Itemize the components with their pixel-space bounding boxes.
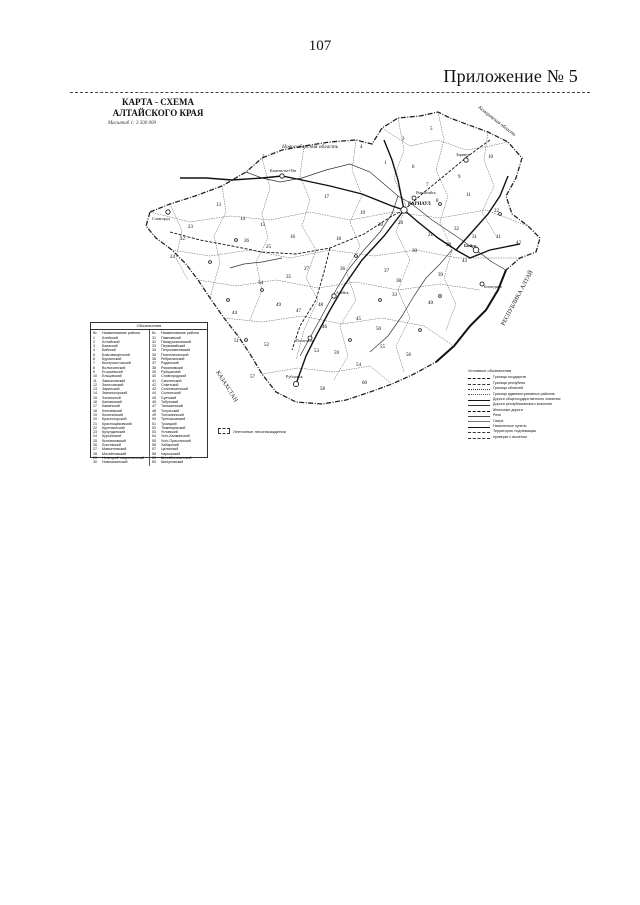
district-legend-name: Ребрихинский bbox=[161, 357, 185, 362]
district-legend-number: 35 bbox=[152, 352, 156, 357]
district-legend-name: Солтонский bbox=[161, 391, 181, 396]
district-number: 53 bbox=[314, 349, 319, 354]
legend-line-symbol bbox=[468, 376, 490, 380]
district-legend-name: Топчихинский bbox=[161, 412, 184, 417]
district-number: 18 bbox=[336, 237, 341, 242]
district-legend-name: Целинный bbox=[161, 447, 179, 452]
district-legend-name: Быстроистокский bbox=[102, 361, 131, 366]
biysk-marker bbox=[473, 247, 479, 253]
district-number: 46 bbox=[322, 325, 327, 330]
symbols-legend-label: Граница областей bbox=[493, 386, 524, 391]
forest-strip-note bbox=[218, 428, 286, 434]
railways bbox=[170, 140, 490, 350]
district-number: 16 bbox=[290, 235, 295, 240]
kamen-marker bbox=[280, 174, 284, 178]
district-number: 51 bbox=[234, 339, 239, 344]
symbols-legend-label: Граница административных районов bbox=[493, 391, 555, 396]
district-legend-name: Родинский bbox=[161, 361, 179, 366]
district-legend-number: 42 bbox=[152, 382, 156, 387]
district-number: 15 bbox=[260, 223, 265, 228]
symbols-legend-label: проверке с вылетом bbox=[493, 434, 527, 439]
district-legend-number: 28 bbox=[93, 451, 97, 456]
symbols-legend-label: Граница государств bbox=[493, 375, 526, 380]
district-legend-number: 38 bbox=[152, 365, 156, 370]
district-number: 6 bbox=[412, 165, 415, 170]
district-number: 34 bbox=[258, 281, 263, 286]
kazakhstan-label: КАЗАХСТАН bbox=[214, 369, 239, 404]
novoaltaysk-marker bbox=[412, 196, 416, 200]
district-number: 57 bbox=[250, 375, 255, 380]
symbols-legend bbox=[468, 368, 564, 440]
district-legend-row bbox=[152, 460, 205, 464]
novosibirsk-label: Новосибирская область bbox=[282, 144, 339, 150]
district-legend-name: Краснощёковский bbox=[102, 421, 132, 426]
legend-line-symbol bbox=[468, 382, 490, 386]
district-numbers bbox=[170, 127, 522, 392]
district-number: 59 bbox=[334, 351, 339, 356]
symbols-legend-label: Реки bbox=[493, 413, 501, 418]
district-legend-number: 37 bbox=[152, 361, 156, 366]
district-legend bbox=[90, 322, 208, 465]
legend-line-symbol bbox=[468, 398, 490, 402]
district-legend-name: Егорьевский bbox=[102, 369, 123, 374]
district-legend-number: 19 bbox=[93, 412, 97, 417]
district-legend-number: 2 bbox=[93, 339, 95, 344]
district-legend-number: 4 bbox=[93, 348, 95, 353]
district-legend-number: 10 bbox=[93, 374, 97, 379]
district-legend-number: 7 bbox=[93, 361, 95, 366]
district-legend-number: 16 bbox=[93, 400, 97, 405]
district-legend-number: 41 bbox=[152, 378, 156, 383]
district-legend-name: Калманский bbox=[102, 400, 123, 405]
district-legend-name: Чарышский bbox=[161, 451, 181, 456]
district-legend-number: 55 bbox=[152, 438, 156, 443]
district-number: 31 bbox=[472, 235, 477, 240]
district-legend-number: 8 bbox=[93, 365, 95, 370]
district-legend-col-right bbox=[149, 330, 207, 465]
district-number: 11 bbox=[466, 193, 471, 198]
district-legend-name: Тюменцевский bbox=[161, 425, 186, 430]
district-legend-name: Благовещенский bbox=[102, 352, 130, 357]
district-legend-name: Троицкий bbox=[161, 421, 177, 426]
district-legend-name: Третьяковский bbox=[161, 417, 186, 422]
district-legend-number: 52 bbox=[152, 425, 156, 430]
district-legend-number: 27 bbox=[93, 447, 97, 452]
district-legend-name: Суетский bbox=[161, 395, 177, 400]
zarinsk-label: Заринск bbox=[456, 152, 470, 157]
district-legend-name: Ключевский bbox=[102, 408, 122, 413]
district-legend-name: Романовский bbox=[161, 365, 183, 370]
district-number: 44 bbox=[232, 311, 237, 316]
legend-line-symbol bbox=[468, 414, 490, 418]
kemerovo-label: Кемеровская область bbox=[476, 105, 517, 138]
symbols-legend-label: Дороги общегосударственного значения bbox=[493, 397, 561, 402]
district-number: 30 bbox=[412, 249, 417, 254]
district-number: 1 bbox=[384, 161, 387, 166]
district-legend-number: 5 bbox=[93, 352, 95, 357]
district-number: 56 bbox=[406, 353, 411, 358]
district-legend-number: 9 bbox=[93, 369, 95, 374]
district-number: 20 bbox=[378, 223, 383, 228]
district-number: 32 bbox=[454, 227, 459, 232]
district-legend-name: Рубцовский bbox=[161, 369, 181, 374]
district-legend-name: Каменский bbox=[102, 404, 120, 409]
rubtsovsk-marker bbox=[293, 381, 298, 386]
symbols-legend-label: Населенные пункты bbox=[493, 424, 527, 429]
district-number: 29 bbox=[446, 243, 451, 248]
symbols-legend-label: Дороги республиканского значения bbox=[493, 402, 552, 407]
district-number: 52 bbox=[264, 343, 269, 348]
district-legend-name: Шелаболихинский bbox=[161, 455, 192, 460]
district-legend-number: 60 bbox=[152, 460, 156, 465]
district-legend-number: 53 bbox=[152, 430, 156, 435]
district-number: 50 bbox=[376, 327, 381, 332]
district-legend-name: Бурлинский bbox=[102, 357, 122, 362]
district-legend-number: 50 bbox=[152, 417, 156, 422]
district-legend-number: 34 bbox=[152, 348, 156, 353]
kamen-label: Камень-на-Оби bbox=[270, 168, 297, 173]
district-number: 3 bbox=[402, 137, 405, 142]
symbols-legend-label: Железные дороги bbox=[493, 407, 523, 412]
district-number: 8 bbox=[436, 199, 439, 204]
district-legend-name: Табунский bbox=[161, 400, 179, 405]
district-legend-number: 54 bbox=[152, 434, 156, 439]
district-legend-name: Усть-Пристанский bbox=[161, 438, 191, 443]
district-number: 13 bbox=[216, 203, 221, 208]
legend-line-symbol bbox=[468, 436, 490, 440]
slavgorod-label: Славгород bbox=[152, 216, 170, 221]
district-legend-name: Зональный bbox=[102, 395, 121, 400]
district-legend-row bbox=[93, 460, 147, 464]
district-legend-name: Немецкий национальный bbox=[102, 455, 145, 460]
district-legend-name: Бийский bbox=[102, 348, 116, 353]
district-legend-name: Алейский bbox=[102, 335, 118, 340]
district-legend-number: 59 bbox=[152, 455, 156, 460]
district-legend-col-header: № Наименование района bbox=[152, 331, 199, 336]
district-number: 28 bbox=[398, 221, 403, 226]
district-legend-name: Залесовский bbox=[102, 382, 124, 387]
district-legend-number: 11 bbox=[93, 378, 97, 383]
map-title-line2: АЛТАЙСКОГО КРАЯ bbox=[112, 108, 204, 118]
district-number: 5 bbox=[430, 127, 433, 132]
barnaul-label: БАРНАУЛ bbox=[408, 202, 431, 207]
district-legend-name: Тальменский bbox=[161, 404, 183, 409]
district-number: 47 bbox=[296, 309, 301, 314]
district-number: 35 bbox=[286, 275, 291, 280]
district-legend-name: Поспелихинский bbox=[161, 352, 189, 357]
district-number: 14 bbox=[240, 217, 245, 222]
district-legend-name: Красногорский bbox=[102, 417, 127, 422]
district-number: 49 bbox=[276, 303, 281, 308]
legend-line-symbol bbox=[468, 387, 490, 391]
district-legend-col-header: № Наименование района bbox=[93, 331, 140, 336]
district-legend-name: Волчихинский bbox=[102, 365, 126, 370]
district-legend-name: Тогульский bbox=[161, 408, 180, 413]
district-number: 39 bbox=[438, 273, 443, 278]
district-legend-name: Ельцовский bbox=[102, 374, 122, 379]
district-legend-number: 31 bbox=[152, 335, 156, 340]
district-number: 43 bbox=[462, 259, 467, 264]
district-legend-number: 3 bbox=[93, 344, 95, 349]
district-legend-number: 29 bbox=[93, 455, 97, 460]
district-number: 24 bbox=[170, 255, 175, 260]
district-number: 12 bbox=[180, 237, 185, 242]
page-number: 107 bbox=[308, 38, 332, 54]
district-number: 23 bbox=[188, 225, 193, 230]
district-legend-number: 26 bbox=[93, 443, 97, 448]
district-number: 42 bbox=[516, 241, 521, 246]
symbols-legend-label: Озера bbox=[493, 418, 504, 423]
district-number: 25 bbox=[266, 245, 271, 250]
district-legend-number: 33 bbox=[152, 344, 156, 349]
district-number: 37 bbox=[384, 269, 389, 274]
district-number: 26 bbox=[244, 239, 249, 244]
district-number: 4 bbox=[360, 145, 363, 150]
district-legend-number: 39 bbox=[152, 369, 156, 374]
district-legend-number: 21 bbox=[93, 421, 97, 426]
district-legend-name: Кытмановский bbox=[102, 438, 127, 443]
district-legend-name: Михайловский bbox=[102, 451, 127, 456]
district-number: 48 bbox=[318, 303, 323, 308]
district-legend-number: 45 bbox=[152, 395, 156, 400]
symbols-legend-header: Условные обозначения bbox=[468, 368, 512, 373]
district-legend-name: Петропавловский bbox=[161, 348, 191, 353]
district-legend-number: 24 bbox=[93, 434, 97, 439]
district-legend-name: Мамонтовский bbox=[102, 447, 127, 452]
symbols-legend-row bbox=[468, 435, 564, 440]
zarinsk-marker bbox=[464, 158, 468, 162]
district-legend-number: 44 bbox=[152, 391, 156, 396]
district-number: 27 bbox=[304, 267, 309, 272]
district-legend-name: Кулундинский bbox=[102, 430, 126, 435]
district-legend-number: 43 bbox=[152, 387, 156, 392]
district-number: 41 bbox=[496, 235, 501, 240]
district-number: 45 bbox=[356, 317, 361, 322]
symbols-legend-label: Граница республик bbox=[493, 380, 525, 385]
district-number: 33 bbox=[392, 293, 397, 298]
district-legend-number: 30 bbox=[93, 460, 97, 465]
district-legend-name: Завьяловский bbox=[102, 378, 126, 383]
legend-line-symbol bbox=[468, 425, 490, 429]
district-legend-number: 46 bbox=[152, 400, 156, 405]
biysk-label: Бийск bbox=[464, 243, 477, 248]
district-number: 17 bbox=[324, 195, 329, 200]
district-legend-name: Шипуновский bbox=[161, 460, 184, 465]
district-legend-number: 48 bbox=[152, 408, 156, 413]
district-legend-col-left bbox=[91, 330, 149, 465]
district-legend-number: 22 bbox=[93, 425, 97, 430]
district-legend-name: Хабарский bbox=[161, 443, 179, 448]
rubtsovsk-label: Рубцовск bbox=[286, 374, 303, 379]
district-number: 36 bbox=[340, 267, 345, 272]
district-legend-name: Первомайский bbox=[161, 344, 186, 349]
district-number: 58 bbox=[320, 387, 325, 392]
district-legend-number: 17 bbox=[93, 404, 97, 409]
district-legend-name: Панкрушихинский bbox=[161, 339, 191, 344]
district-legend-name: Солонешенский bbox=[161, 387, 188, 392]
district-legend-number: 25 bbox=[93, 438, 97, 443]
district-number: 55 bbox=[380, 345, 385, 350]
legend-line-symbol bbox=[468, 403, 490, 407]
pospelikha-label: Поспелиха bbox=[296, 339, 313, 343]
symbols-legend-label: Территория, подлежащая bbox=[493, 429, 536, 434]
district-legend-name: Советский bbox=[161, 382, 179, 387]
district-legend-number: 1 bbox=[93, 335, 95, 340]
district-legend-number: 49 bbox=[152, 412, 156, 417]
forest-strip-label: Ленточные лесонасаждения bbox=[233, 428, 286, 434]
district-legend-number: 23 bbox=[93, 430, 97, 435]
district-number: 21 bbox=[428, 233, 433, 238]
appendix-heading: Приложение № 5 bbox=[443, 66, 578, 86]
district-number: 10 bbox=[488, 155, 493, 160]
district-legend-name: Локтевский bbox=[102, 443, 121, 448]
district-legend-name: Новичихинский bbox=[102, 460, 128, 465]
district-legend-number: 51 bbox=[152, 421, 156, 426]
map-title-line1: КАРТА - СХЕМА bbox=[122, 97, 194, 107]
district-legend-name: Угловский bbox=[161, 430, 178, 435]
district-number: 40 bbox=[428, 301, 433, 306]
forest-strip-swatch bbox=[218, 428, 230, 434]
legend-line-symbol bbox=[468, 419, 490, 423]
altai-republic-label: РЕСПУБЛИКА АЛТАЙ bbox=[500, 269, 535, 327]
district-legend-name: Баевский bbox=[102, 344, 118, 349]
district-legend-name: Заринский bbox=[102, 387, 120, 392]
belokurikha-label: Белокуриха bbox=[484, 285, 502, 289]
legend-line-symbol bbox=[468, 409, 490, 413]
district-legend-number: 56 bbox=[152, 443, 156, 448]
district-legend-number: 58 bbox=[152, 451, 156, 456]
district-number: 22 bbox=[494, 209, 499, 214]
district-number: 19 bbox=[360, 211, 365, 216]
district-number: 54 bbox=[356, 363, 361, 368]
district-legend-number: 32 bbox=[152, 339, 156, 344]
district-legend-name: Крутихинский bbox=[102, 425, 125, 430]
district-number: 38 bbox=[396, 279, 401, 284]
district-legend-name: Усть-Калманский bbox=[161, 434, 190, 439]
district-legend-name: Павловский bbox=[161, 335, 181, 340]
legend-line-symbol bbox=[468, 392, 490, 396]
district-number: 9 bbox=[458, 175, 461, 180]
district-legend-number: 15 bbox=[93, 395, 97, 400]
district-legend-number: 57 bbox=[152, 447, 156, 452]
district-legend-number: 18 bbox=[93, 408, 97, 413]
district-legend-number: 12 bbox=[93, 382, 97, 387]
district-legend-number: 13 bbox=[93, 387, 97, 392]
map-scale-note: Масштаб 1: 3 500 000 bbox=[108, 121, 156, 126]
district-legend-number: 36 bbox=[152, 357, 156, 362]
district-legend-number: 40 bbox=[152, 374, 156, 379]
aleysk-label: Алейск bbox=[336, 290, 349, 295]
district-legend-name: Смоленский bbox=[161, 378, 182, 383]
district-legend-name: Косихинский bbox=[102, 412, 124, 417]
slavgorod-marker bbox=[166, 210, 170, 214]
district-legend-number: 6 bbox=[93, 357, 95, 362]
district-number: 2 bbox=[262, 155, 265, 160]
district-legend-number: 20 bbox=[93, 417, 97, 422]
barnaul-marker bbox=[401, 207, 407, 213]
district-legend-name: Славгородский bbox=[161, 374, 187, 379]
district-legend-name: Алтайский bbox=[102, 339, 120, 344]
district-legend-name: Змеиногорский bbox=[102, 391, 128, 396]
main-roads bbox=[180, 140, 520, 384]
legend-line-symbol bbox=[468, 430, 490, 434]
district-legend-name: Курьинский bbox=[102, 434, 122, 439]
district-legend-number: 14 bbox=[93, 391, 97, 396]
novoaltaysk-label: Новоалтайск bbox=[416, 191, 436, 195]
district-legend-number: 47 bbox=[152, 404, 156, 409]
district-legend-header: Обозначения bbox=[91, 323, 207, 330]
district-number: 60 bbox=[362, 381, 367, 386]
district-number: 7 bbox=[426, 183, 429, 188]
